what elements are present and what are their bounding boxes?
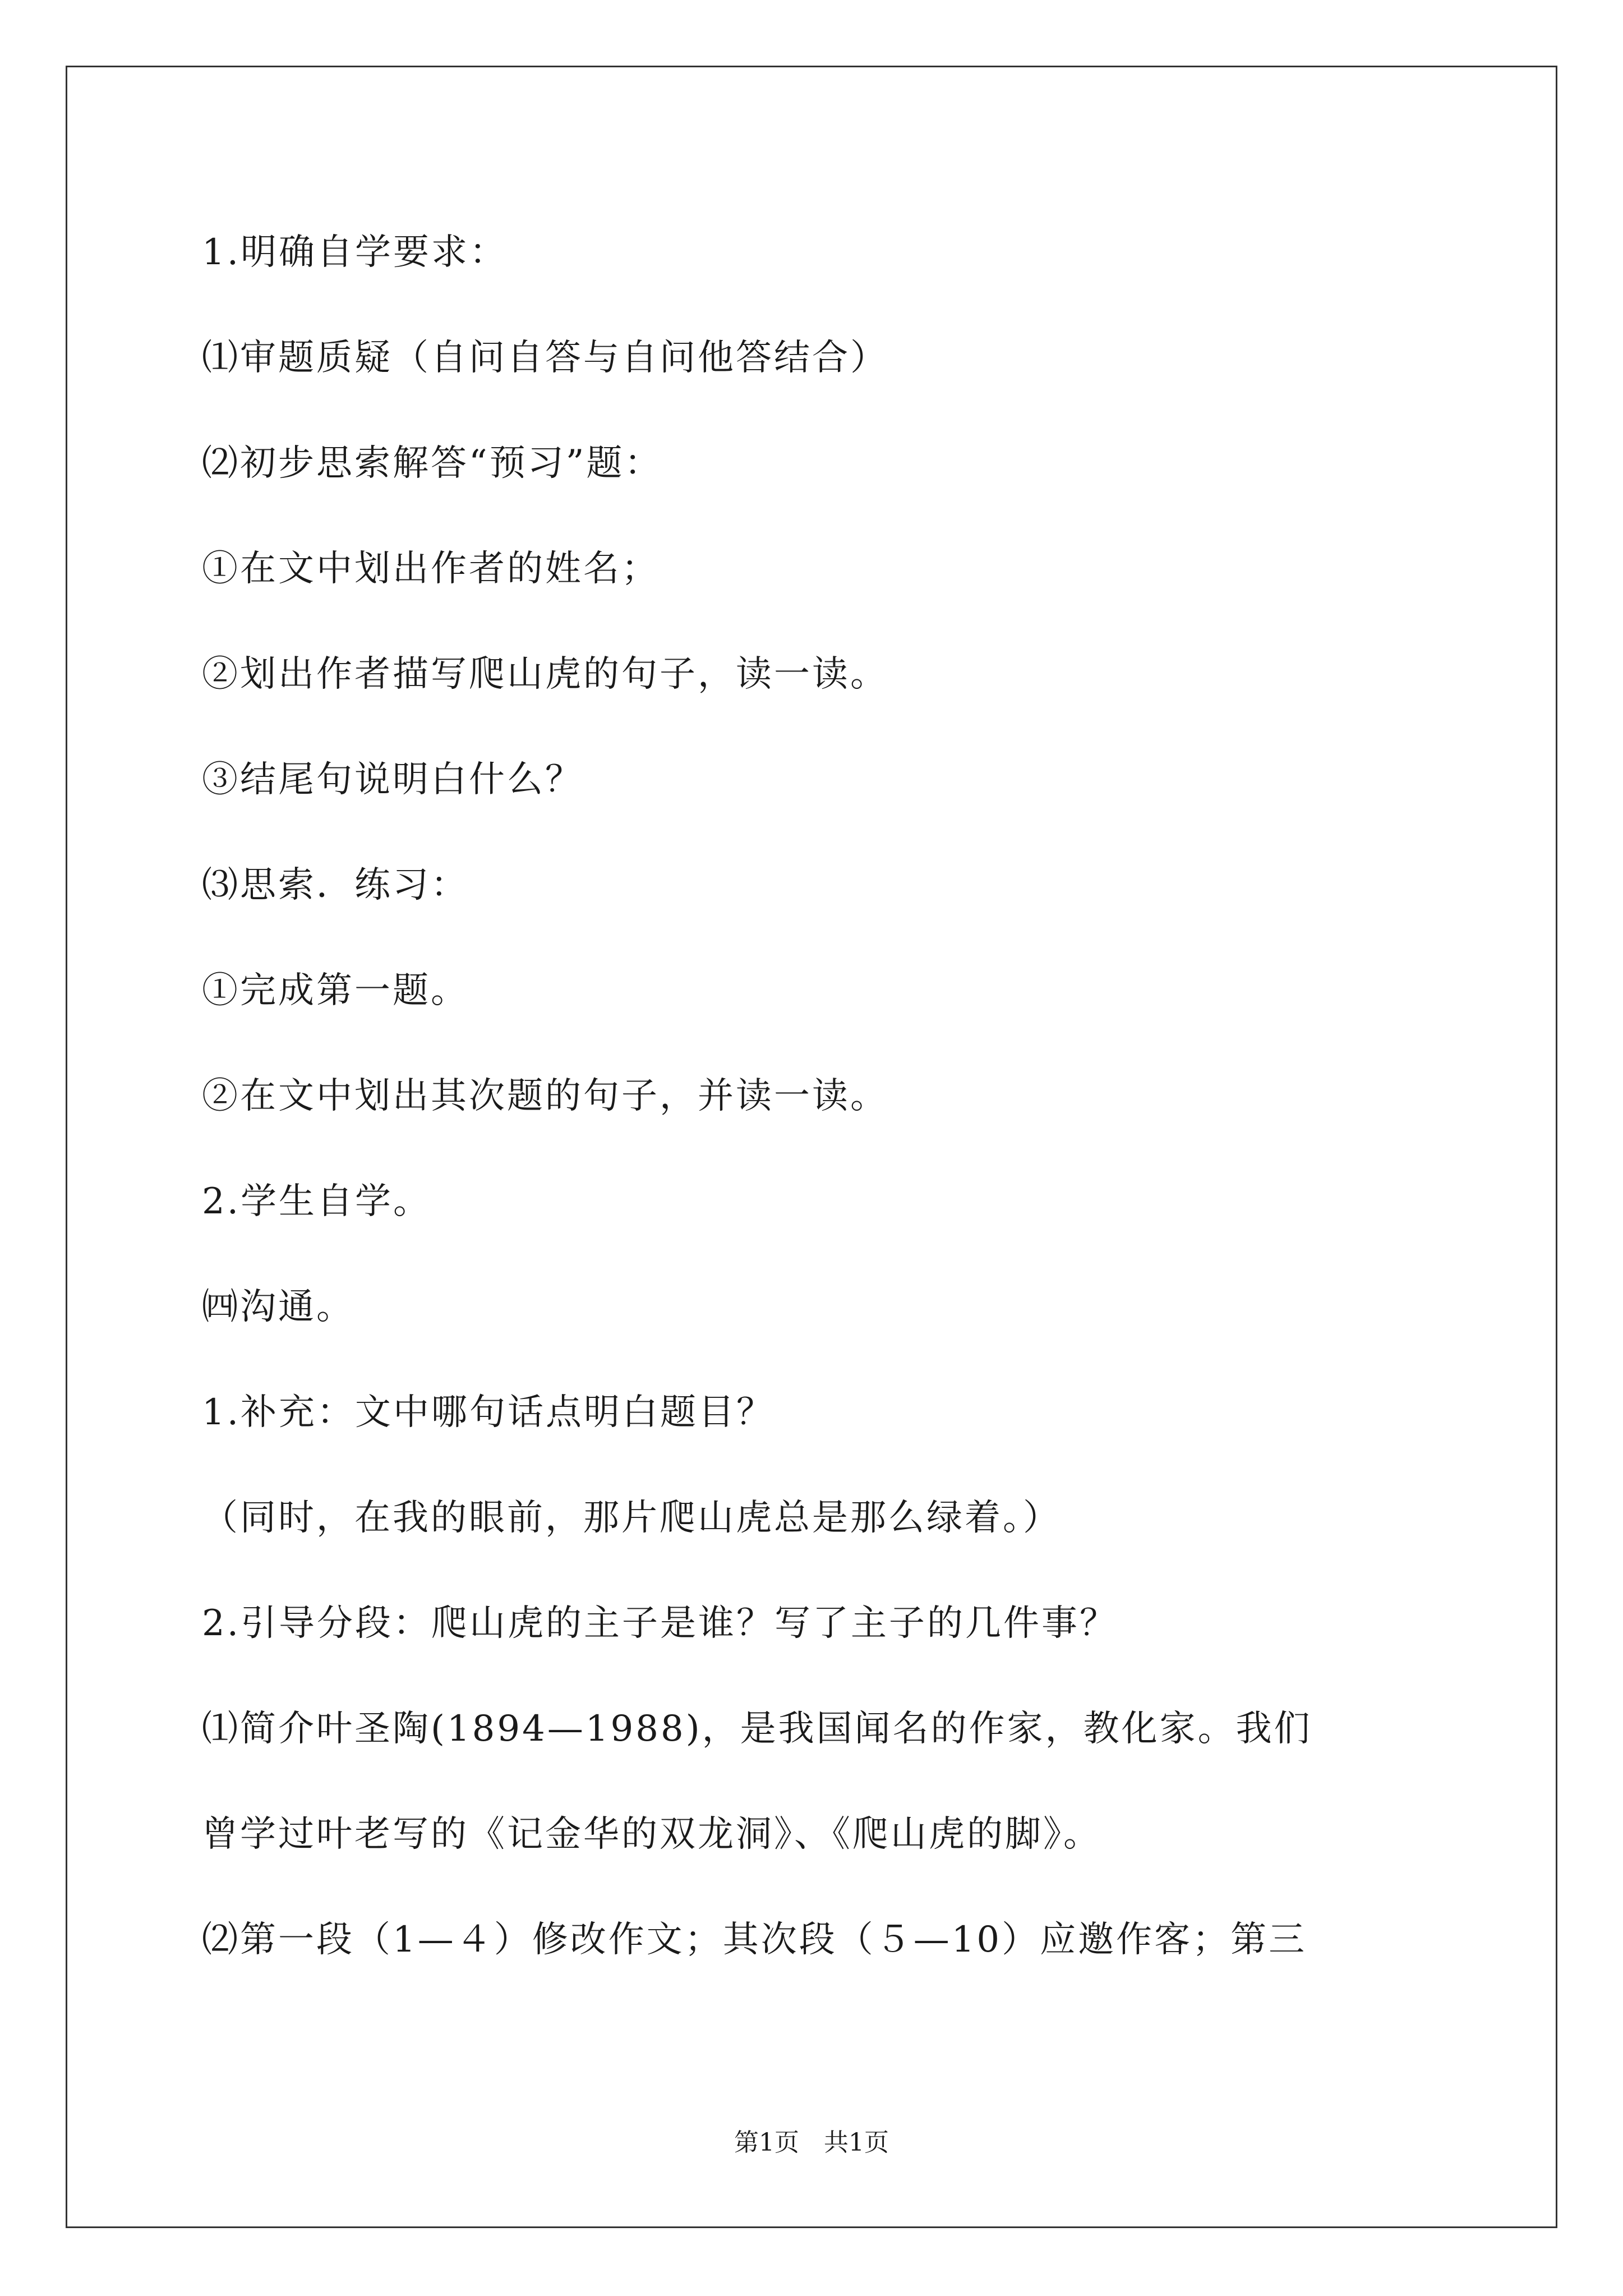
page-footer: 第1页 共1页 [734,2128,889,2157]
text-line: （同时，在我的眼前，那片爬山虎总是那么绿着。） [202,1497,1061,1539]
text-line: ⑴审题质疑（自问自答与自问他答结合） [202,337,888,379]
text-line: ①完成第一题。 [202,970,469,1011]
text-line: ⑵第一段（1—４）修改作文；其次段（５—10）应邀作客；第三 [202,1919,1307,1961]
text-line: 曾学过叶老写的《记金华的双龙洞》、《爬山虎的脚》。 [202,1814,1101,1855]
text-line: 2.引导分段：爬山虎的主子是谁？写了主子的几件事？ [202,1603,1118,1644]
text-line: ⑶思索．练习： [202,864,469,906]
text-line: 1.补充：文中哪句话点明白题目？ [202,1392,775,1433]
text-line: ⑴简介叶圣陶(1894—1988)，是我国闻名的作家，教化家。我们 [202,1708,1312,1750]
text-line: ③结尾句说明白什么？ [202,759,583,800]
text-line: ②在文中划出其次题的句子，并读一读。 [202,1075,888,1117]
text-line: ⑵初步思索解答“预习”题： [202,443,663,484]
text-line: ㈣沟通。 [202,1286,354,1328]
text-line: ②划出作者描写爬山虎的句子，读一读。 [202,654,888,695]
text-line: 1.明确自学要求： [202,232,508,273]
page-border [66,66,1557,2228]
text-line: ①在文中划出作者的姓名； [202,548,660,590]
text-line: 2.学生自学。 [202,1181,432,1222]
